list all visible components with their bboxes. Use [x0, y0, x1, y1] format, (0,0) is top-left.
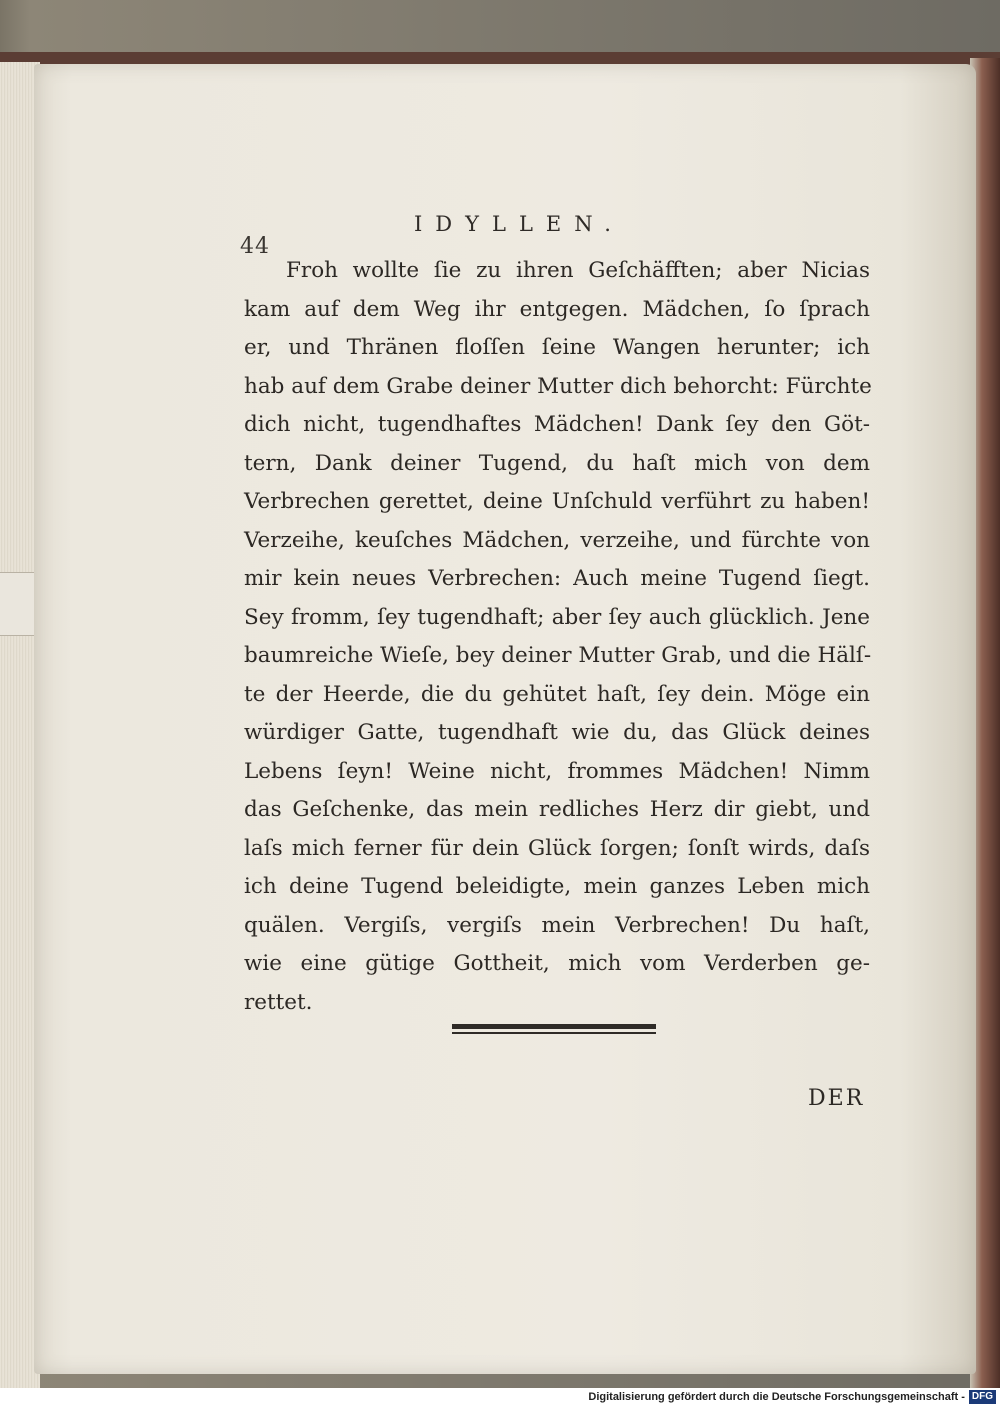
rule-thick	[452, 1024, 656, 1029]
running-head: IDYLLEN.	[414, 212, 624, 236]
page-number: 44	[240, 234, 270, 259]
rule-thin	[452, 1032, 656, 1034]
text-line: baumreiche Wieſe, bey deiner Mutter Grab, und die Hälſ-	[244, 643, 872, 668]
text-line: ich deine Tugend beleidigte, mein ganzes Leben mich	[244, 874, 870, 899]
text-line: wie eine gütige Gottheit, mich vom Verderben ge-	[244, 951, 870, 976]
text-line: würdiger Gatte, tugendhaft wie du, das Glück deines	[244, 720, 870, 745]
text-line: kam auf dem Weg ihr entgegen. Mädchen, ſo ſprach	[244, 296, 870, 322]
catchword: DER	[808, 1086, 865, 1111]
text-line: Verzeihe, keuſches Mädchen, verzeihe, und fürchte von	[244, 527, 870, 553]
text-line: tern, Dank deiner Tugend, du haſt mich von dem	[244, 450, 870, 476]
text-line: Sey fromm, ſey tugendhaft; aber ſey auch glücklich. Jene	[244, 604, 870, 630]
footer-credit-text: Digitalisierung gefördert durch die Deutsche Forschungsgemeinschaft -	[588, 1391, 965, 1403]
text-line: quälen. Vergiſs, vergiſs mein Verbrechen! Du haſt,	[244, 912, 870, 938]
text-line: hab auf dem Grabe deiner Mutter dich behorcht: Fürchte	[244, 373, 872, 399]
section-rule	[452, 1024, 656, 1036]
text-line: mir kein neues Verbrechen: Auch meine Tugend ſiegt.	[244, 566, 870, 591]
text-line: Lebens ſeyn! Weine nicht, frommes Mädchen! Nimm	[244, 758, 870, 784]
text-line: das Geſchenke, das mein redliches Herz dir giebt, und	[244, 797, 870, 822]
text-line: te der Heerde, die du gehütet haſt, ſey dein. Möge ein	[244, 681, 870, 707]
text-line: Verbrechen gerettet, deine Unſchuld verführt zu haben!	[244, 489, 870, 514]
text-line: Froh wollte ſie zu ihren Geſchäfften; aber Nicias	[286, 258, 870, 283]
text-line: dich nicht, tugendhaftes Mädchen! Dank ſey den Göt-	[244, 412, 870, 437]
text-line: rettet.	[244, 989, 313, 1015]
dfg-logo: DFG	[969, 1390, 996, 1404]
text-line: er, und Thränen floſſen ſeine Wangen herunter; ich	[244, 335, 870, 360]
body-text	[244, 252, 870, 1022]
text-line: laſs mich ferner für dein Glück ſorgen; ſonſt wirds, daſs	[244, 835, 870, 861]
footer-credit	[0, 1388, 1000, 1406]
